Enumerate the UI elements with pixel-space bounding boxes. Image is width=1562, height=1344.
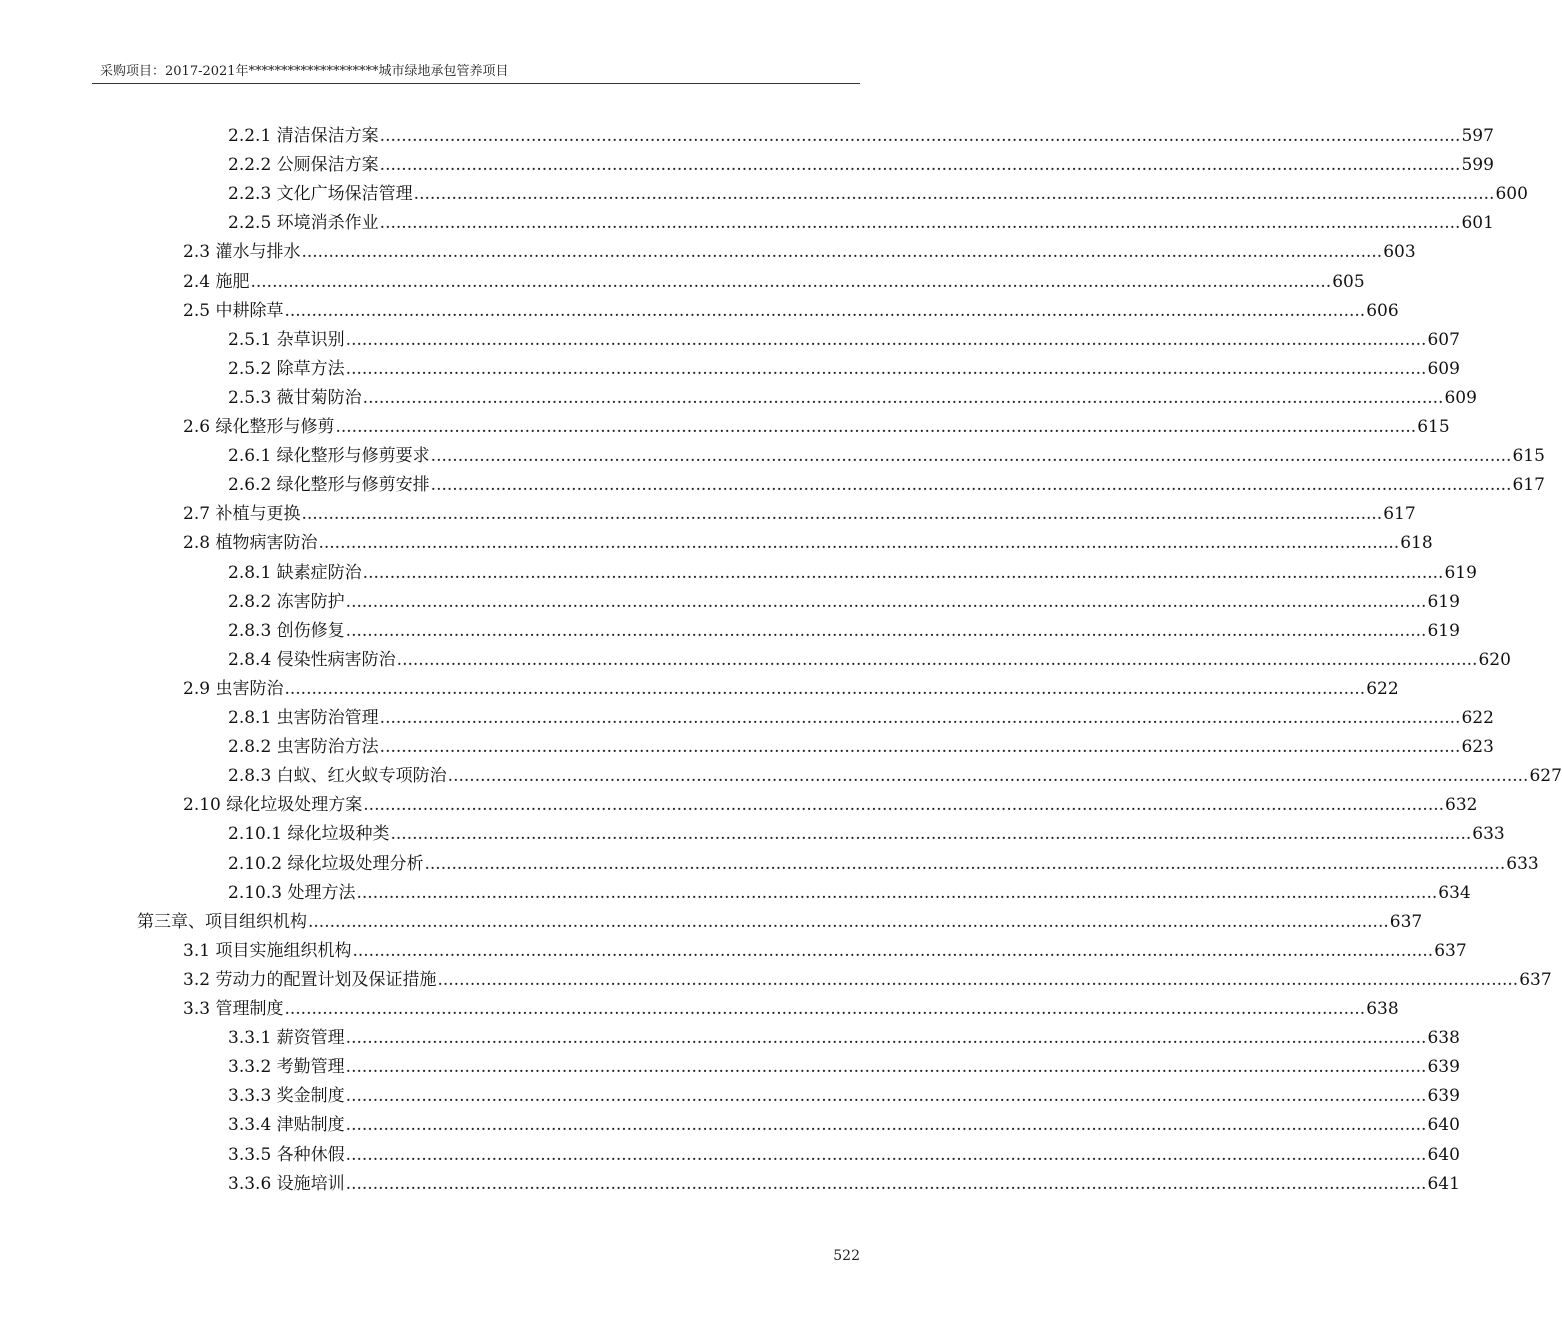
toc-entry-label: 2.5.2 除草方法 (228, 359, 345, 379)
toc-entry-page: 637 (1434, 941, 1467, 961)
toc-entry[interactable] (228, 125, 1494, 147)
toc-entry-label: 2.8.3 创伤修复 (228, 621, 345, 641)
toc-entry[interactable] (228, 358, 1460, 380)
toc-leader-dots: ........................................................................................................................................................................................................ (396, 650, 1478, 670)
toc-entry-label: 2.8.3 白蚁、红火蚁专项防治 (228, 766, 447, 786)
toc-leader-dots: ........................................................................................................................................................................................................ (379, 155, 1461, 175)
toc-entry-page: 619 (1427, 592, 1460, 612)
toc-entry-page: 627 (1529, 766, 1562, 786)
toc-entry-label: 3.3.4 津贴制度 (228, 1115, 345, 1135)
toc-entry-label: 2.2.1 清洁保洁方案 (228, 126, 379, 146)
toc-entry-label: 3.3.5 各种休假 (228, 1145, 345, 1165)
toc-entry-page: 633 (1472, 824, 1505, 844)
toc-entry-label: 2.8.2 虫害防治方法 (228, 737, 379, 757)
toc-entry-label: 第三章、项目组织机构 (137, 912, 307, 932)
toc-entry-page: 632 (1445, 795, 1478, 815)
toc-entry[interactable] (183, 300, 1399, 322)
header-divider (92, 83, 860, 84)
toc-leader-dots: ........................................................................................................................................................................................................ (437, 970, 1519, 990)
toc-entry-page: 617 (1512, 475, 1545, 495)
toc-entry[interactable] (228, 474, 1545, 496)
toc-entry-label: 3.3.1 薪资管理 (228, 1028, 345, 1048)
toc-entry-page: 609 (1444, 388, 1477, 408)
toc-entry[interactable] (228, 707, 1494, 729)
toc-entry[interactable] (137, 911, 1423, 933)
toc-entry-label: 2.7 补植与更换 (183, 504, 301, 524)
toc-leader-dots: ........................................................................................................................................................................................................ (345, 359, 1427, 379)
toc-entry-label: 2.9 虫害防治 (183, 679, 284, 699)
toc-leader-dots: ........................................................................................................................................................................................................ (301, 242, 1383, 262)
toc-leader-dots: ........................................................................................................................................................................................................ (318, 533, 1400, 553)
toc-entry[interactable] (228, 591, 1460, 613)
toc-entry-label: 2.2.3 文化广场保洁管理 (228, 184, 413, 204)
toc-entry-page: 597 (1461, 126, 1494, 146)
toc-entry-page: 615 (1512, 446, 1545, 466)
toc-entry-page: 638 (1366, 999, 1399, 1019)
toc-entry[interactable] (183, 503, 1416, 525)
toc-entry[interactable] (183, 416, 1450, 438)
toc-leader-dots: ........................................................................................................................................................................................................ (447, 766, 1529, 786)
toc-entry-page: 640 (1427, 1145, 1460, 1165)
toc-leader-dots: ........................................................................................................................................................................................................ (379, 737, 1461, 757)
toc-leader-dots: ........................................................................................................................................................................................................ (379, 213, 1461, 233)
toc-entry[interactable] (228, 882, 1471, 904)
toc-entry[interactable] (228, 387, 1477, 409)
toc-entry-label: 2.8.4 侵染性病害防治 (228, 650, 396, 670)
toc-leader-dots: ........................................................................................................................................................................................................ (424, 854, 1506, 874)
toc-leader-dots: ........................................................................................................................................................................................................ (308, 912, 1389, 932)
toc-entry-label: 2.5.1 杂草识别 (228, 330, 345, 350)
toc-leader-dots: ........................................................................................................................................................................................................ (345, 621, 1427, 641)
toc-entry-label: 2.2.2 公厕保洁方案 (228, 155, 379, 175)
toc-entry-page: 638 (1427, 1028, 1460, 1048)
toc-entry-page: 619 (1444, 563, 1477, 583)
toc-entry[interactable] (228, 445, 1545, 467)
toc-entry-page: 622 (1366, 679, 1399, 699)
toc-leader-dots: ........................................................................................................................................................................................................ (345, 1145, 1427, 1165)
toc-entry[interactable] (228, 183, 1528, 205)
toc-leader-dots: ........................................................................................................................................................................................................ (345, 1028, 1427, 1048)
toc-entry[interactable] (228, 853, 1539, 875)
toc-entry-page: 601 (1461, 213, 1494, 233)
toc-entry-page: 619 (1427, 621, 1460, 641)
toc-entry-label: 2.4 施肥 (183, 272, 250, 292)
toc-entry-page: 637 (1519, 970, 1552, 990)
toc-entry-page: 623 (1461, 737, 1494, 757)
toc-entry[interactable] (228, 562, 1477, 584)
toc-entry[interactable] (183, 271, 1365, 293)
toc-entry[interactable] (228, 736, 1494, 758)
toc-entry-page: 620 (1478, 650, 1511, 670)
toc-entry-label: 2.10.1 绿化垃圾种类 (228, 824, 390, 844)
toc-leader-dots: ........................................................................................................................................................................................................ (379, 126, 1461, 146)
toc-entry[interactable] (228, 1085, 1460, 1107)
toc-leader-dots: ........................................................................................................................................................................................................ (345, 1174, 1427, 1194)
toc-entry[interactable] (228, 1056, 1460, 1078)
toc-entry[interactable] (228, 1114, 1460, 1136)
toc-leader-dots: ........................................................................................................................................................................................................ (345, 1057, 1427, 1077)
toc-entry-page: 615 (1417, 417, 1450, 437)
toc-entry[interactable] (183, 969, 1552, 991)
toc-entry-page: 633 (1506, 854, 1539, 874)
toc-entry-page: 641 (1427, 1174, 1460, 1194)
toc-entry-page: 618 (1400, 533, 1433, 553)
toc-leader-dots: ........................................................................................................................................................................................................ (430, 475, 1512, 495)
toc-entry[interactable] (228, 823, 1505, 845)
toc-entry[interactable] (183, 678, 1399, 700)
page-number: 522 (833, 1248, 860, 1264)
toc-leader-dots: ........................................................................................................................................................................................................ (390, 824, 1472, 844)
toc-leader-dots: ........................................................................................................................................................................................................ (284, 999, 1366, 1019)
toc-entry[interactable] (228, 329, 1460, 351)
toc-entry-label: 3.3.6 设施培训 (228, 1174, 345, 1194)
toc-entry-page: 609 (1427, 359, 1460, 379)
toc-entry[interactable] (228, 1027, 1460, 1049)
toc-entry-label: 2.6 绿化整形与修剪 (183, 417, 335, 437)
toc-leader-dots: ........................................................................................................................................................................................................ (345, 592, 1427, 612)
toc-entry[interactable] (183, 998, 1399, 1020)
toc-entry-page: 637 (1389, 912, 1423, 932)
toc-entry[interactable] (183, 241, 1416, 263)
toc-entry-label: 2.8.1 缺素症防治 (228, 563, 362, 583)
toc-entry-label: 3.1 项目实施组织机构 (183, 941, 352, 961)
toc-entry[interactable] (228, 649, 1511, 671)
toc-entry-page: 639 (1427, 1086, 1460, 1106)
toc-entry-label: 2.5 中耕除草 (183, 301, 284, 321)
toc-entry-label: 2.8.1 虫害防治管理 (228, 708, 379, 728)
toc-entry-page: 599 (1461, 155, 1494, 175)
toc-entry[interactable] (228, 1144, 1460, 1166)
toc-entry[interactable] (228, 765, 1562, 787)
toc-entry-label: 2.10.3 处理方法 (228, 883, 356, 903)
toc-leader-dots: ........................................................................................................................................................................................................ (250, 272, 1332, 292)
toc-leader-dots: ........................................................................................................................................................................................................ (284, 679, 1366, 699)
toc-leader-dots: ........................................................................................................................................................................................................ (356, 883, 1438, 903)
toc-leader-dots: ........................................................................................................................................................................................................ (345, 1115, 1427, 1135)
toc-entry[interactable] (228, 620, 1460, 642)
toc-entry-page: 606 (1366, 301, 1399, 321)
toc-entry-label: 3.3 管理制度 (183, 999, 284, 1019)
toc-leader-dots: ........................................................................................................................................................................................................ (345, 330, 1427, 350)
toc-entry-label: 2.3 灌水与排水 (183, 242, 301, 262)
toc-entry-label: 3.2 劳动力的配置计划及保证措施 (183, 970, 437, 990)
toc-entry-page: 634 (1438, 883, 1471, 903)
toc-entry-page: 603 (1383, 242, 1416, 262)
toc-leader-dots: ........................................................................................................................................................................................................ (430, 446, 1512, 466)
toc-entry-label: 2.10.2 绿化垃圾处理分析 (228, 854, 424, 874)
toc-entry[interactable] (228, 154, 1494, 176)
toc-entry-page: 622 (1461, 708, 1494, 728)
toc-leader-dots: ........................................................................................................................................................................................................ (362, 388, 1444, 408)
toc-leader-dots: ........................................................................................................................................................................................................ (345, 1086, 1427, 1106)
toc-entry-label: 2.6.1 绿化整形与修剪要求 (228, 446, 430, 466)
toc-entry-page: 600 (1495, 184, 1528, 204)
toc-leader-dots: ........................................................................................................................................................................................................ (379, 708, 1461, 728)
toc-entry-label: 2.6.2 绿化整形与修剪安排 (228, 475, 430, 495)
toc-entry[interactable] (183, 794, 1478, 816)
page-header: 采购项目：2017-2021年********************城市绿地承包管养项目 (100, 64, 509, 79)
toc-entry-label: 3.3.3 奖金制度 (228, 1086, 345, 1106)
toc-entry-label: 2.8 植物病害防治 (183, 533, 318, 553)
toc-entry-label: 2.10 绿化垃圾处理方案 (183, 795, 363, 815)
toc-entry-label: 2.8.2 冻害防护 (228, 592, 345, 612)
toc-entry-page: 639 (1427, 1057, 1460, 1077)
toc-entry[interactable] (183, 940, 1467, 962)
toc-leader-dots: ........................................................................................................................................................................................................ (301, 504, 1383, 524)
toc-entry-label: 2.2.5 环境消杀作业 (228, 213, 379, 233)
toc-leader-dots: ........................................................................................................................................................................................................ (352, 941, 1434, 961)
toc-entry[interactable] (228, 212, 1494, 234)
toc-entry-page: 640 (1427, 1115, 1460, 1135)
toc-leader-dots: ........................................................................................................................................................................................................ (413, 184, 1495, 204)
toc-entry-page: 617 (1383, 504, 1416, 524)
toc-entry-page: 605 (1332, 272, 1365, 292)
toc-entry-label: 3.3.2 考勤管理 (228, 1057, 345, 1077)
toc-leader-dots: ........................................................................................................................................................................................................ (362, 563, 1444, 583)
toc-entry[interactable] (183, 532, 1433, 554)
toc-entry-label: 2.5.3 薇甘菊防治 (228, 388, 362, 408)
toc-entry[interactable] (228, 1173, 1460, 1195)
toc-leader-dots: ........................................................................................................................................................................................................ (284, 301, 1366, 321)
toc-entry-page: 607 (1427, 330, 1460, 350)
toc-leader-dots: ........................................................................................................................................................................................................ (363, 795, 1445, 815)
toc-leader-dots: ........................................................................................................................................................................................................ (335, 417, 1417, 437)
